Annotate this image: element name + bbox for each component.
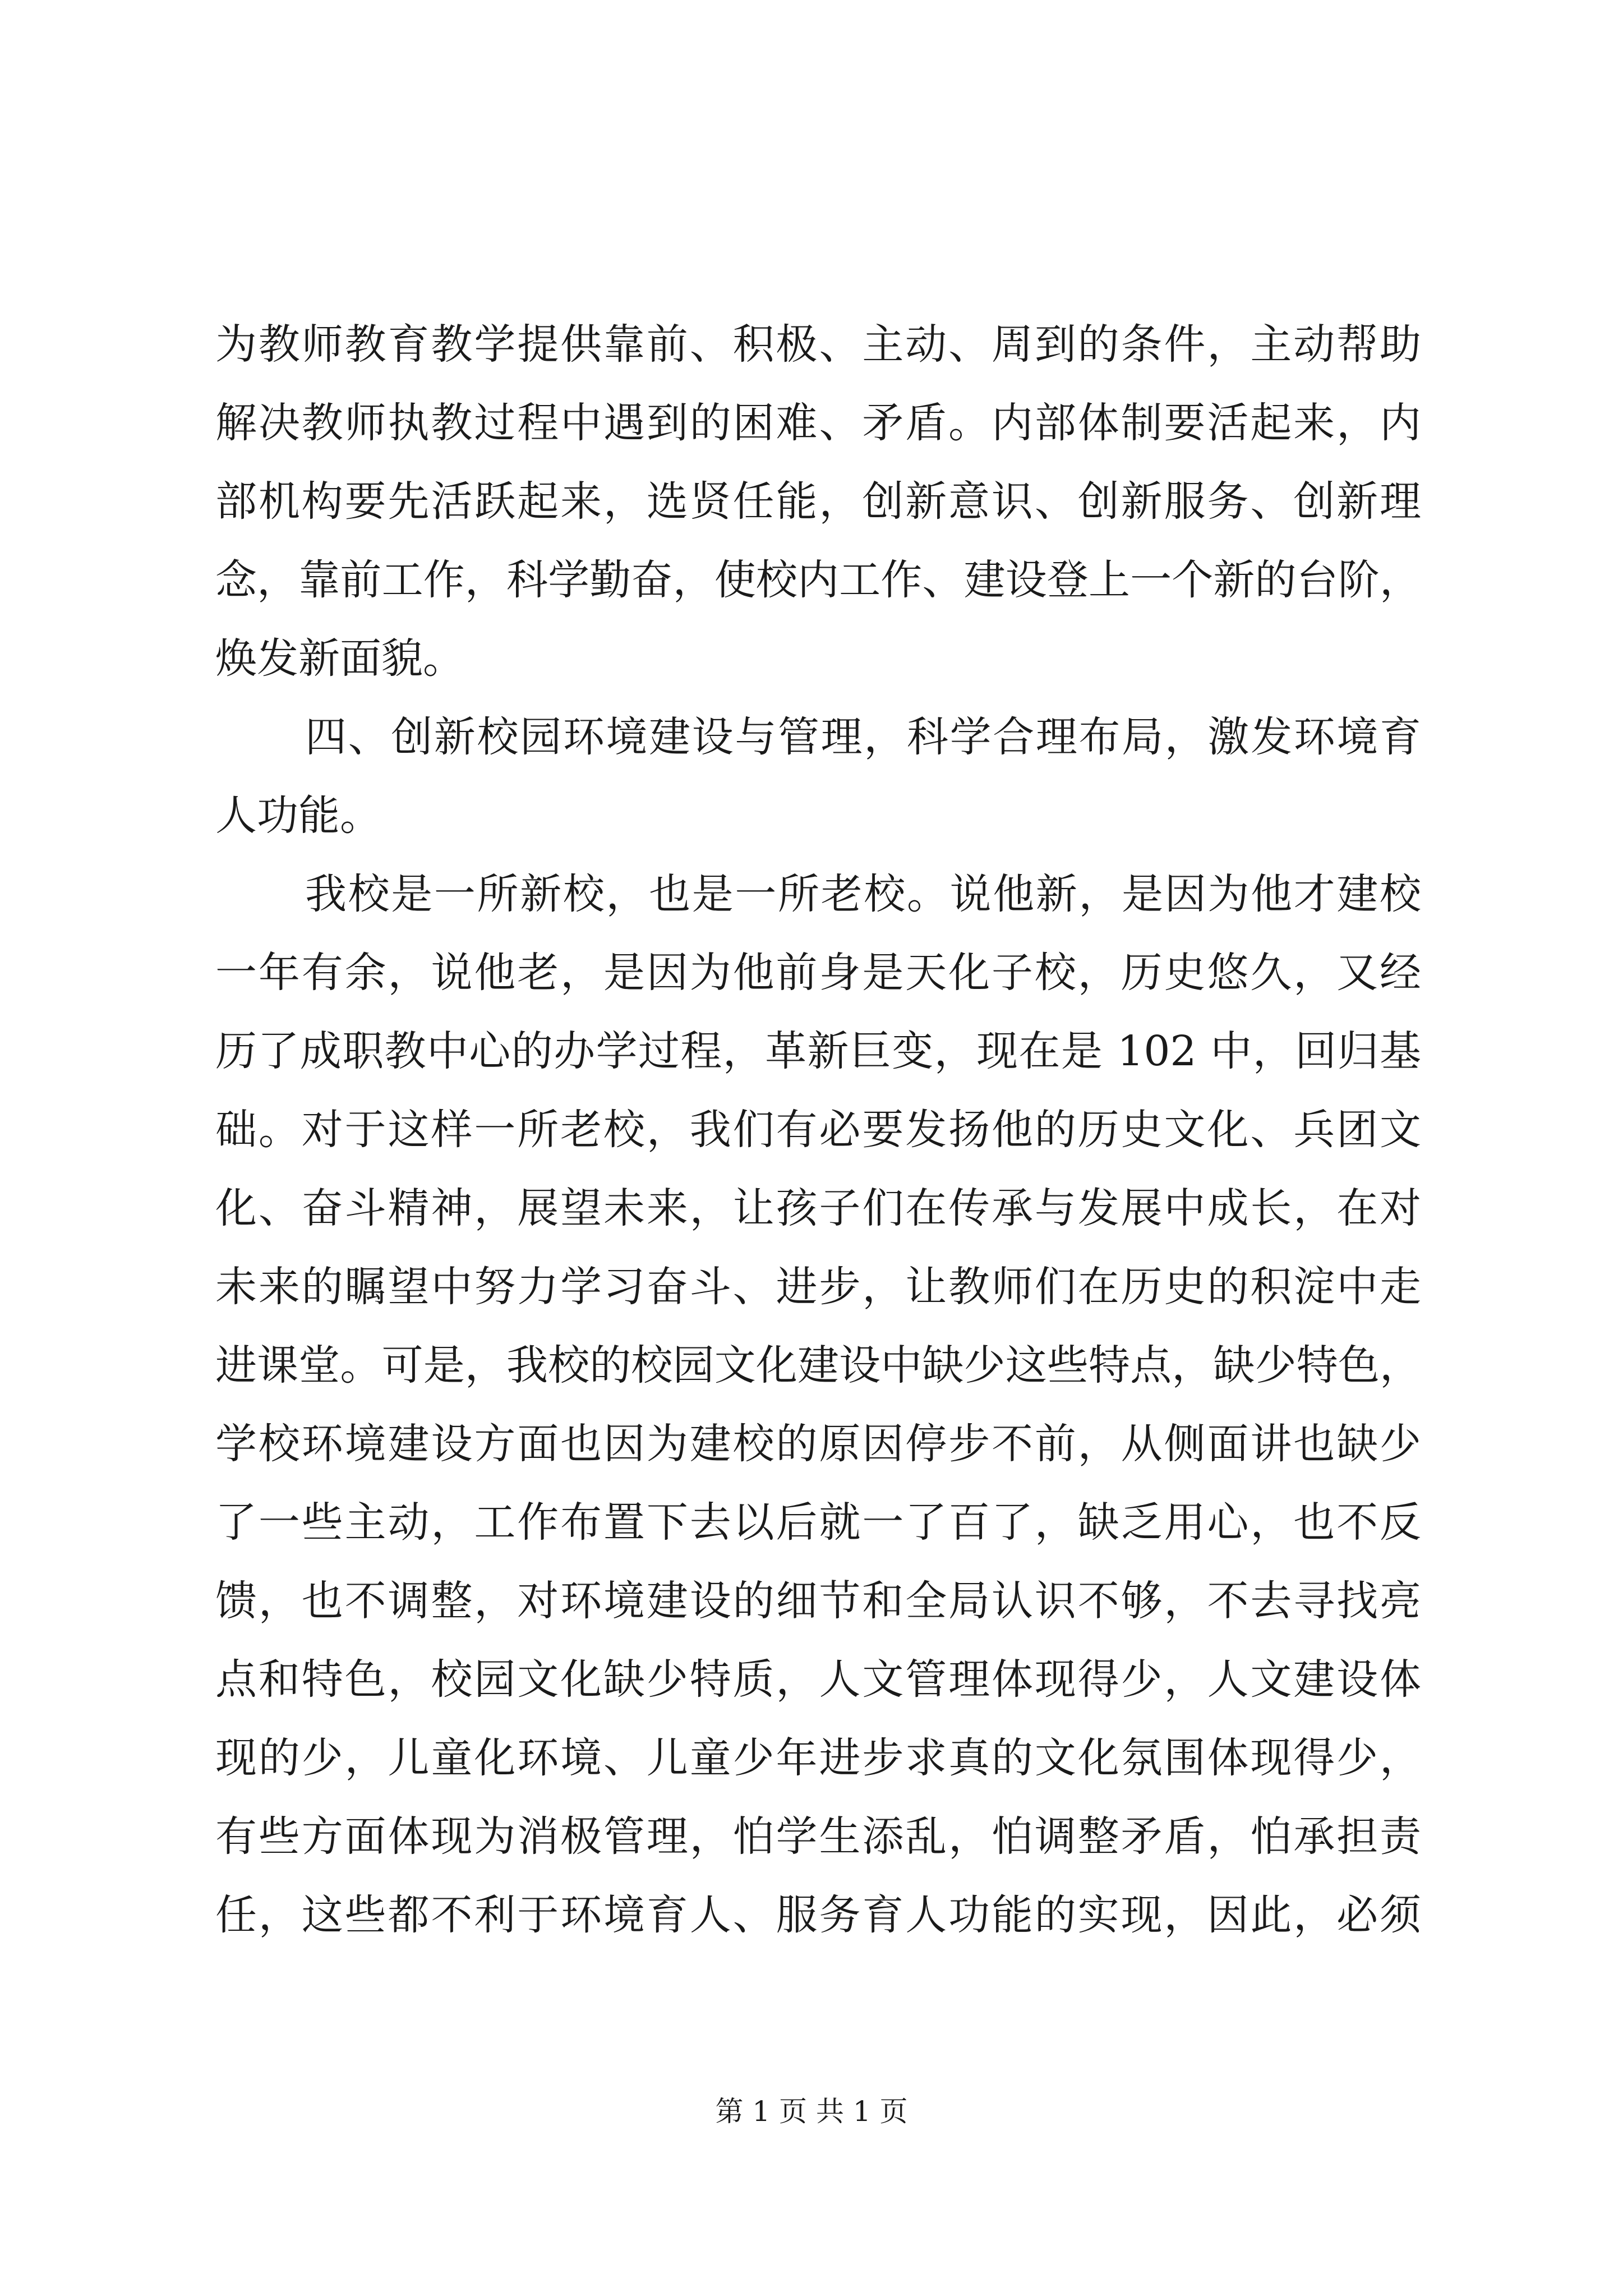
text-line: 解决教师执教过程中遇到的困难、矛盾。内部体制要活起来，内 <box>215 399 1421 447</box>
text-line: 进课堂。可是，我校的校园文化建设中缺少这些特点，缺少特色， <box>215 1341 1421 1389</box>
text-line: 历了成职教中心的办学过程，革新巨变，现在是 102 中，回归基 <box>215 1027 1421 1075</box>
page-footer: 第 1 页 共 1 页 <box>715 2095 908 2128</box>
text-line: 有些方面体现为消极管理，怕学生添乱，怕调整矛盾，怕承担责 <box>215 1812 1421 1861</box>
text-line: 焕发新面貌。 <box>215 634 464 683</box>
text-line: 馈，也不调整，对环境建设的细节和全局认识不够，不去寻找亮 <box>215 1577 1421 1625</box>
text-line: 为教师教育教学提供靠前、积极、主动、周到的条件，主动帮助 <box>215 320 1421 369</box>
text-line: 未来的瞩望中努力学习奋斗、进步，让教师们在历史的积淀中走 <box>215 1263 1421 1311</box>
text-line: 部机构要先活跃起来，选贤任能，创新意识、创新服务、创新理 <box>215 477 1421 526</box>
text-line: 化、奋斗精神，展望未来，让孩子们在传承与发展中成长，在对 <box>215 1184 1421 1232</box>
text-line: 念，靠前工作，科学勤奋，使校内工作、建设登上一个新的台阶， <box>215 556 1421 604</box>
text-line: 一年有余，说他老，是因为他前身是天化子校，历史悠久，又经 <box>215 949 1421 997</box>
text-line: 学校环境建设方面也因为建校的原因停步不前，从侧面讲也缺少 <box>215 1420 1421 1468</box>
text-line: 础。对于这样一所老校，我们有必要发扬他的历史文化、兵团文 <box>215 1106 1421 1154</box>
text-line: 我校是一所新校，也是一所老校。说他新，是因为他才建校 <box>305 870 1421 918</box>
section-heading-continued: 人功能。 <box>215 792 381 840</box>
text-line: 现的少，儿童化环境、儿童少年进步求真的文化氛围体现得少， <box>215 1734 1421 1782</box>
section-heading: 四、创新校园环境建设与管理，科学合理布局，激发环境育 <box>305 713 1421 761</box>
text-line: 任，这些都不利于环境育人、服务育人功能的实现，因此，必须 <box>215 1891 1421 1939</box>
text-line: 点和特色，校园文化缺少特质，人文管理体现得少，人文建设体 <box>215 1655 1421 1704</box>
text-line: 了一些主动，工作布置下去以后就一了百了，缺乏用心，也不反 <box>215 1498 1421 1547</box>
